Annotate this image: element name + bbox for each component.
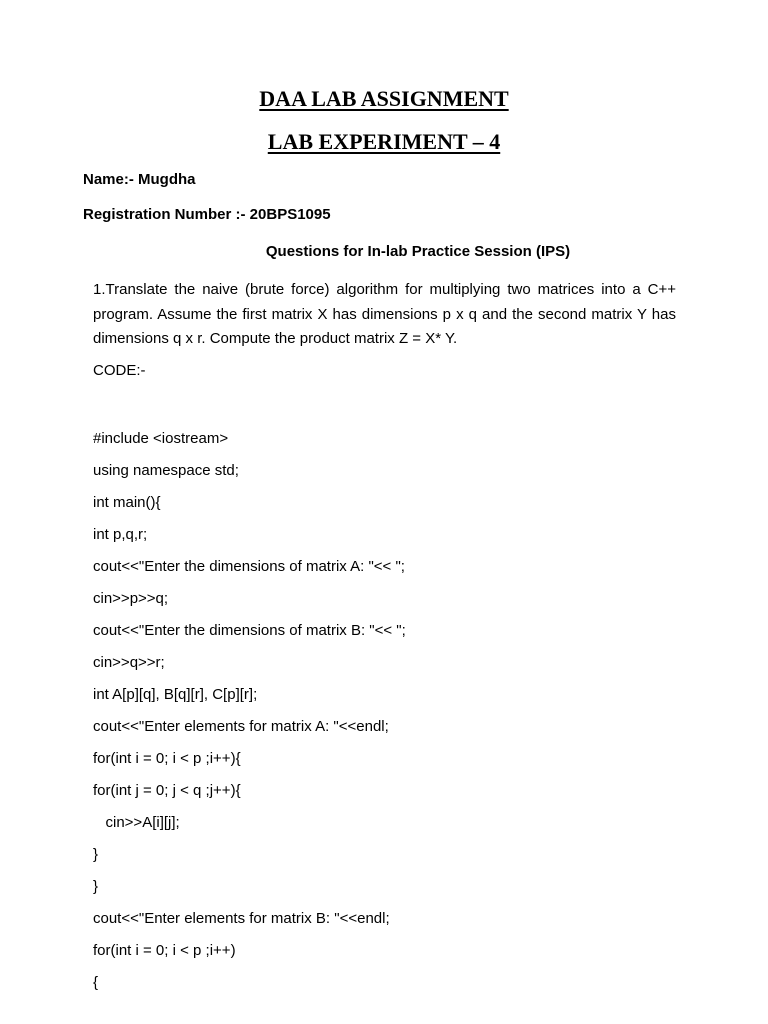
code-line: int main(){ bbox=[93, 494, 161, 511]
code-line: cin>>A[i][j]; bbox=[93, 814, 180, 831]
section-heading-text: Questions for In-lab Practice Session (IPS) bbox=[265, 243, 571, 260]
code-line: cout<<"Enter the dimensions of matrix A: "<< "; bbox=[93, 558, 405, 575]
code-line: cout<<"Enter the dimensions of matrix B: "<< "; bbox=[93, 622, 406, 639]
code-line: #include <iostream> bbox=[93, 430, 229, 447]
code-line: using namespace std; bbox=[93, 462, 239, 479]
code-line: cout<<"Enter elements for matrix A: "<<endl; bbox=[93, 718, 389, 735]
experiment-title: LAB EXPERIMENT – 4 bbox=[267, 129, 501, 154]
question-1: 1.Translate the naive (brute force) algorithm for multiplying two matrices into a C++ program. Assume the first matrix X has dimensions p x q and the second matrix Y has dimensions q x r. Compute the product matrix Z = X* Y. bbox=[93, 281, 676, 347]
registration-number: Registration Number :- 20BPS1095 bbox=[83, 206, 331, 223]
code-line: for(int j = 0; j < q ;j++){ bbox=[93, 782, 241, 799]
code-line: } bbox=[93, 846, 99, 863]
code-line: int A[p][q], B[q][r], C[p][r]; bbox=[93, 686, 258, 703]
code-line: { bbox=[93, 974, 99, 991]
code-line: cout<<"Enter elements for matrix B: "<<endl; bbox=[93, 910, 390, 927]
section-heading bbox=[0, 243, 768, 260]
code-line: for(int i = 0; i < p ;i++){ bbox=[93, 750, 241, 767]
code-line: } bbox=[93, 878, 99, 895]
code-line: int p,q,r; bbox=[93, 526, 148, 543]
code-line: cin>>q>>r; bbox=[93, 654, 165, 671]
assignment-title: DAA LAB ASSIGNMENT bbox=[259, 86, 509, 111]
code-label: CODE:- bbox=[93, 362, 146, 379]
code-block bbox=[93, 429, 406, 1005]
code-line: for(int i = 0; i < p ;i++) bbox=[93, 942, 236, 959]
code-line: cin>>p>>q; bbox=[93, 590, 169, 607]
student-name: Name:- Mugdha bbox=[83, 171, 196, 188]
